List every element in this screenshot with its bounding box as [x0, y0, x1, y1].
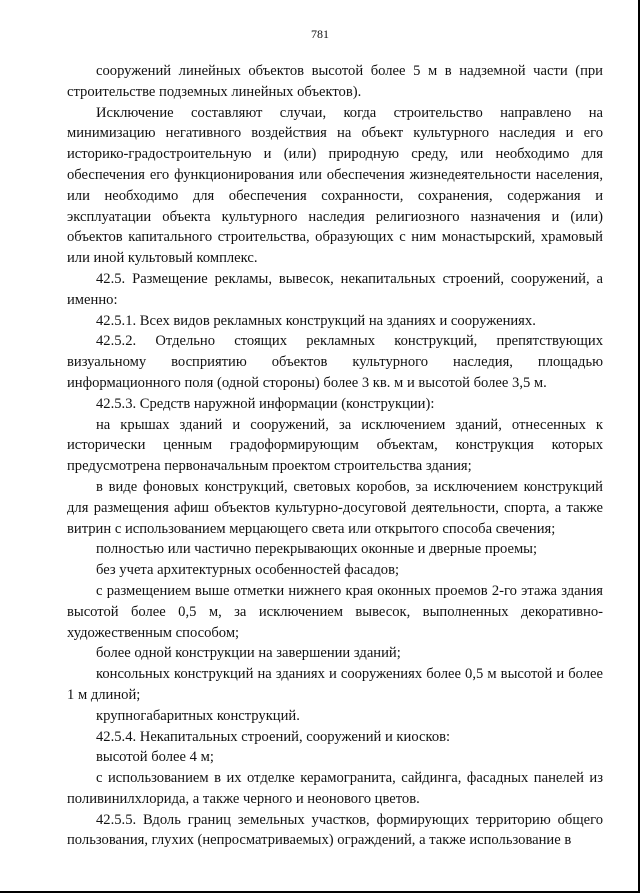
- paragraph: Исключение составляют случаи, когда строительство направлено на минимизацию негативного воздействия на объект культурного наследия и его историко-градостроительную и (или) природную среду, или необходимо для обеспечения его функционирования или обеспечения жизнедеятельности населения, или необходимо для обеспечения сохранности, сохранения, содержания и эксплуатации объекта культурного наследия религиозного назначения и (или) объектов капитального строительства, образующих с ним монастырский, храмовый или иной культовый комплекс.: [67, 104, 603, 267]
- paragraph: с размещением выше отметки нижнего края оконных проемов 2-го этажа здания высотой более 0,5 м, за исключением вывесок, выполненных декоративно-художественным способом;: [67, 582, 603, 641]
- paragraph: в виде фоновых конструкций, световых коробов, за исключением конструкций для размещения афиш объектов культурно-досуговой деятельности, спорта, а также витрин с использованием мерцающего света или открытого способа свечения;: [67, 478, 603, 537]
- paragraph: более одной конструкции на завершении зданий;: [96, 645, 401, 662]
- page-number: 781: [311, 27, 329, 41]
- paragraph: крупногабаритных конструкций.: [96, 707, 300, 724]
- paragraph: сооружений линейных объектов высотой более 5 м в надземной части (при строительстве подземных линейных объектов).: [67, 63, 603, 100]
- paragraph: высотой более 4 м;: [96, 749, 214, 766]
- paragraph: 42.5.5. Вдоль границ земельных участков, формирующих территорию общего пользования, глухих (непросматриваемых) ограждений, а также использование в: [67, 811, 603, 849]
- paragraph: без учета архитектурных особенностей фасадов;: [96, 562, 400, 579]
- paragraph: полностью или частично перекрывающих оконные и дверные проемы;: [96, 541, 538, 558]
- paragraph: на крышах зданий и сооружений, за исключением зданий, отнесенных к исторически ценным градоформирующим объектам, конструкция которых предусмотрена первоначальным проектом строительства здания;: [67, 416, 603, 475]
- paragraph: консольных конструкций на зданиях и сооружениях более 0,5 м высотой и более 1 м длиной;: [67, 666, 603, 703]
- paragraph: с использованием в их отделке керамогранита, сайдинга, фасадных панелей из поливинилхлорида, а также черного и неонового цветов.: [67, 770, 603, 807]
- document-body: [67, 61, 603, 851]
- paragraph: 42.5. Размещение рекламы, вывесок, некапитальных строений, сооружений, а именно:: [67, 270, 603, 308]
- paragraph: 42.5.2. Отдельно стоящих рекламных конструкций, препятствующих визуальному восприятию объектов культурного наследия, площадью информационного поля (одной стороны) более 3 кв. м и высотой более 3,5 м.: [67, 333, 603, 391]
- paragraph: 42.5.4. Некапитальных строений, сооружений и киосков:: [96, 728, 451, 745]
- paragraph: 42.5.3. Средств наружной информации (конструкции):: [96, 395, 435, 412]
- paragraph: 42.5.1. Всех видов рекламных конструкций на зданиях и сооружениях.: [96, 312, 536, 329]
